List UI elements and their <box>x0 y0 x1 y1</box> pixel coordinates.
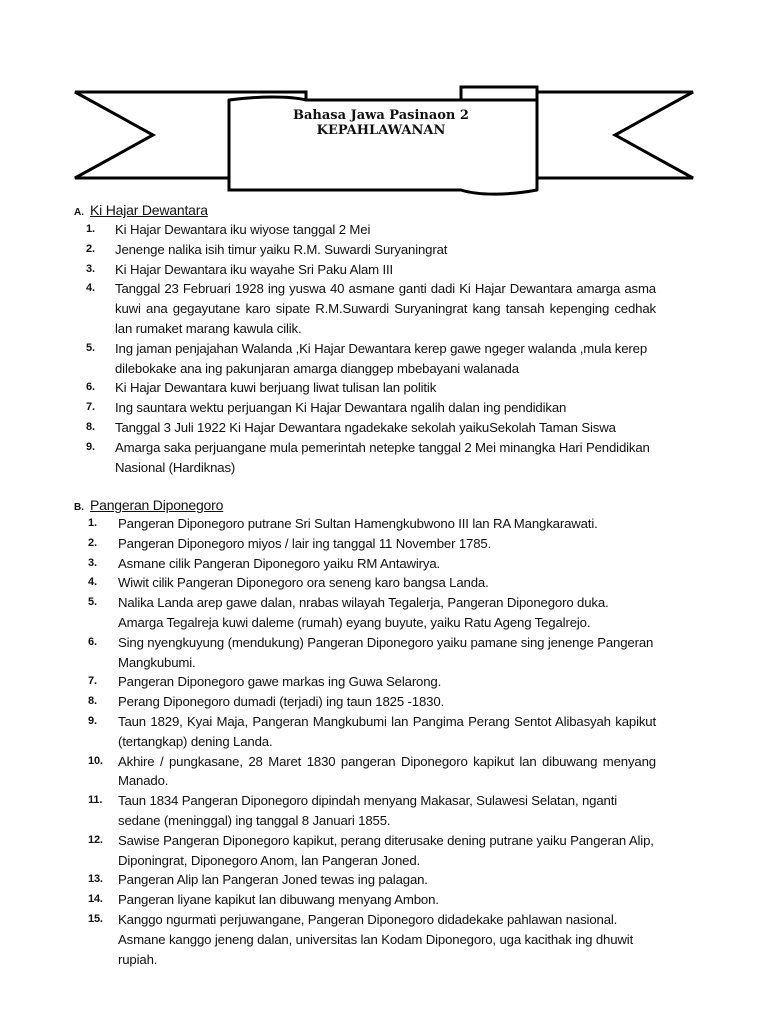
list-item <box>0 672 768 692</box>
item-number: 15. <box>88 912 103 925</box>
item-text: Tanggal 3 Juli 1922 Ki Hajar Dewantara ngadekake sekolah yaikuSekolah Taman Siswa <box>115 419 616 435</box>
item-text: Taun 1829, Kyai Maja, Pangeran Mangkubumi lan Pangima Perang Sentot Alibasyah kapikut (tertangkap) dening Landa. <box>118 713 656 749</box>
item-text: Jenenge nalika isih timur yaiku R.M. Suwardi Suryaningrat <box>115 241 448 257</box>
list-item <box>0 712 768 752</box>
item-number: 11. <box>88 794 103 807</box>
list-item <box>0 418 768 438</box>
item-number: 13. <box>88 873 103 886</box>
item-number: 8. <box>86 420 95 433</box>
section-letter: B. <box>74 502 84 513</box>
list-item <box>0 534 768 554</box>
banner-title: Bahasa Jawa Pasinaon 2 KEPAHLAWANAN <box>293 108 469 138</box>
item-text: Asmane cilik Pangeran Diponegoro yaiku RM Antawirya. <box>118 555 441 571</box>
item-text: Amarga saka perjuangane mula pemerintah netepke tanggal 2 Mei minangka Hari Pendidikan Nasional (Hardiknas) <box>115 439 650 475</box>
list-item <box>0 438 768 478</box>
section-heading <box>74 202 208 218</box>
item-text: Akhire / pungkasane, 28 Maret 1830 pangeran Diponegoro kapikut lan dibuwang menyang Manado. <box>118 753 656 789</box>
list-item <box>0 573 768 593</box>
item-text: Perang Diponegoro dumadi (terjadi) ing taun 1825 -1830. <box>118 694 445 710</box>
item-number: 2. <box>86 242 95 255</box>
list-item <box>0 279 768 338</box>
list-item <box>0 633 768 673</box>
item-number: 10. <box>88 754 103 767</box>
list-item <box>0 398 768 418</box>
item-number: 3. <box>88 556 97 569</box>
item-number: 12. <box>88 833 103 846</box>
numbered-list <box>0 514 768 969</box>
item-number: 1. <box>86 223 95 235</box>
item-number: 5. <box>86 341 95 354</box>
item-text: Kanggo ngurmati perjuwangane, Pangeran Diponegoro didadekake pahlawan nasional. Asmane kanggo jeneng dalan, universitas lan Kodam Diponegoro, uga kacithak ing dhuwit rupiah. <box>118 911 634 967</box>
section-heading <box>74 497 223 513</box>
list-item <box>0 260 768 280</box>
item-text: Tanggal 23 Februari 1928 ing yuswa 40 asmane ganti dadi Ki Hajar Dewantara amarga asma kuwi ana gegayutane karo sipate R.M.Suwardi Suryaningrat kang tansah kepenging cedhak lan rumaket marang kawula cilik. <box>115 281 656 336</box>
list-item <box>0 554 768 574</box>
item-text: Ki Hajar Dewantara kuwi berjuang liwat tulisan lan politik <box>115 380 437 396</box>
list-item <box>0 692 768 712</box>
item-text: Sing nyengkuyung (mendukung) Pangeran Diponegoro yaiku pamane sing jenenge Pangeran Mangkubumi. <box>118 634 654 670</box>
title-banner <box>0 0 768 200</box>
item-number: 4. <box>88 576 97 589</box>
item-text: Pangeran Diponegoro miyos / lair ing tanggal 11 November 1785. <box>118 535 492 551</box>
item-text: Taun 1834 Pangeran Diponegoro dipindah menyang Makasar, Sulawesi Selatan, nganti sedane (meninggal) ing tanggal 8 Januari 1855. <box>118 793 618 828</box>
item-number: 6. <box>86 381 95 394</box>
item-number: 4. <box>86 282 95 295</box>
list-item <box>0 593 768 633</box>
item-number: 6. <box>88 635 97 648</box>
list-item <box>0 870 768 890</box>
item-number: 9. <box>88 714 97 727</box>
list-item <box>0 831 768 871</box>
item-number: 2. <box>88 536 97 549</box>
item-text: Sawise Pangeran Diponegoro kapikut, perang diterusake dening putrane yaiku Pangeran Alip, Diponingrat, Diponegoro Anom, lan Pangeran Joned. <box>118 832 654 868</box>
item-text: Ki Hajar Dewantara iku wiyose tanggal 2 Mei <box>115 222 371 237</box>
item-number: 9. <box>86 440 95 453</box>
list-item <box>0 378 768 398</box>
list-item <box>0 890 768 910</box>
item-text: Nalika Landa arep gawe dalan, nrabas wilayah Tegalerja, Pangeran Diponegoro duka. Amarga Tegalreja kuwi daleme (rumah) eyang buyute, yaiku Ratu Ageng Tegalrejo. <box>118 595 609 630</box>
item-text: Ki Hajar Dewantara iku wayahe Sri Paku Alam III <box>115 261 394 277</box>
banner-right-fold <box>461 87 537 100</box>
list-item <box>0 240 768 260</box>
item-number: 7. <box>88 675 97 688</box>
item-text: Pangeran Diponegoro putrane Sri Sultan Hamengkubwono III lan RA Mangkarawati. <box>118 516 598 531</box>
section-letter: A. <box>74 207 84 218</box>
item-text: Ing jaman penjajahan Walanda ,Ki Hajar Dewantara kerep gawe ngeger walanda ,mula kerep dilebokake ana ing pakunjaran amarga dianggep mbebayani walanada <box>115 340 648 376</box>
item-number: 7. <box>86 401 95 414</box>
list-item <box>0 220 768 240</box>
section-title: Ki Hajar Dewantara <box>90 202 208 218</box>
section-title: Pangeran Diponegoro <box>90 497 224 513</box>
list-item <box>0 791 768 831</box>
item-number: 5. <box>88 596 97 609</box>
item-text: Pangeran liyane kapikut lan dibuwang menyang Ambon. <box>118 892 439 908</box>
numbered-list <box>0 220 768 477</box>
item-text: Pangeran Diponegoro gawe markas ing Guwa Selarong. <box>118 674 442 690</box>
item-text: Wiwit cilik Pangeran Diponegoro ora seneng karo bangsa Landa. <box>118 575 489 591</box>
item-number: 14. <box>88 893 103 906</box>
list-item <box>0 514 768 534</box>
list-item <box>0 339 768 379</box>
item-text: Ing sauntara wektu perjuangan Ki Hajar Dewantara ngalih dalan ing pendidikan <box>115 400 567 416</box>
item-number: 8. <box>88 695 97 708</box>
item-number: 1. <box>88 517 97 529</box>
list-item <box>0 910 768 969</box>
item-number: 3. <box>86 262 95 275</box>
list-item <box>0 752 768 792</box>
item-text: Pangeran Alip lan Pangeran Joned tewas ing palagan. <box>118 872 428 888</box>
